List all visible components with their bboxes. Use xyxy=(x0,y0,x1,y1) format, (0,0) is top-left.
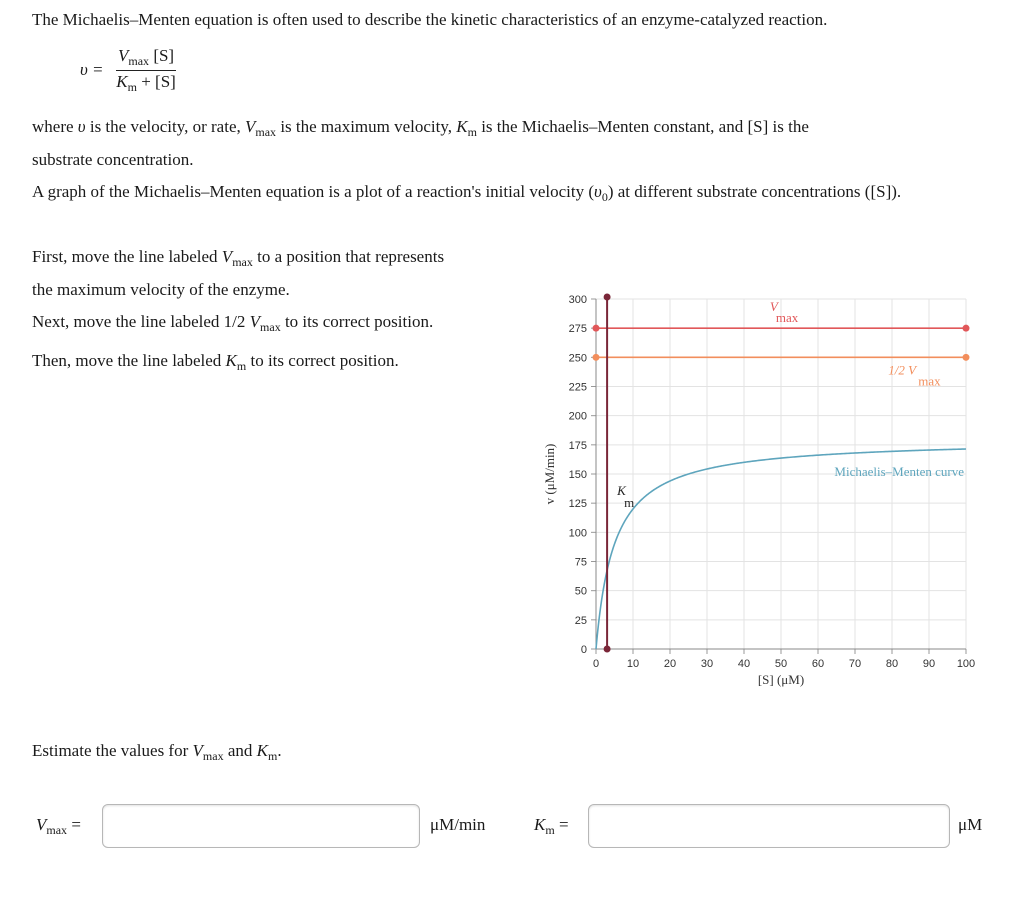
y-tick-label: 150 xyxy=(568,469,587,481)
equation-denominator: $K_m + [S]$ xyxy=(116,72,176,94)
x-tick-label: 10 xyxy=(626,658,640,670)
y-tick-label: 50 xyxy=(574,585,587,598)
x-tick-label: 70 xyxy=(848,658,862,670)
y-tick-label: 100 xyxy=(568,527,587,540)
x-tick-label: 100 xyxy=(956,658,976,670)
km-label-sub: m xyxy=(624,495,635,511)
vmax-handle-left[interactable] xyxy=(593,325,600,332)
x-tick-label: 80 xyxy=(885,658,899,670)
vmax-input[interactable] xyxy=(103,805,419,847)
x-tick-label: 60 xyxy=(811,658,825,670)
y-tick-label: 275 xyxy=(568,323,587,336)
curve-label: Michaelis–Menten curve xyxy=(834,464,964,479)
estimate-prompt: Estimate the values for $V_{max}$ and $K_m$. xyxy=(32,741,282,763)
x-tick-label: 0 xyxy=(592,658,600,670)
vmax-field[interactable] xyxy=(102,804,420,848)
km-input-label: $K_m$ = xyxy=(534,815,569,837)
equation-lhs xyxy=(80,60,104,80)
y-axis-label: v (μM/min) xyxy=(542,443,557,505)
x-tick-label: 90 xyxy=(922,658,936,670)
y-tick-label: 225 xyxy=(568,381,587,394)
half_vmax-handle-right[interactable] xyxy=(963,354,970,361)
y-tick-label: 250 xyxy=(568,352,587,365)
intro-line xyxy=(32,6,827,34)
half_vmax-label-sub: max xyxy=(918,373,941,389)
x-tick-label: 30 xyxy=(700,658,714,670)
y-tick-label: 0 xyxy=(580,644,587,656)
instruction-first: First, move the line labeled $V_{max}$ to a position that represents the maximum velocity of the enzyme. xyxy=(32,247,445,299)
km-handle-bottom[interactable] xyxy=(604,646,611,653)
y-tick-label: 25 xyxy=(574,614,587,627)
y-tick-label: 125 xyxy=(568,498,587,511)
equation-numerator: $V_{max}$ [S] xyxy=(116,46,176,71)
x-axis-label: [S] (μM) xyxy=(757,672,805,687)
instruction-next: Next, move the line labeled 1/2 $V_{max}$ to its correct position. xyxy=(32,312,434,334)
michaelis-menten-chart[interactable] xyxy=(530,285,990,700)
equation-v: υ = xyxy=(80,60,104,79)
km-field[interactable] xyxy=(588,804,950,848)
vmax-input-label: $V_{max}$ = xyxy=(36,815,81,837)
km-handle-top[interactable] xyxy=(604,294,611,301)
km-label: K xyxy=(617,483,626,499)
intro-text: The Michaelis–Menten equation is often used to describe the kinetic characteristics of an enzyme-catalyzed reaction. xyxy=(32,10,828,29)
vmax-label: V xyxy=(769,299,778,315)
graph-description: A graph of the Michaelis–Menten equation is a plot of a reaction's initial velocity $(\upsilon_0)$ at different substrate concentrations ([S]). xyxy=(32,182,902,204)
y-tick-label: 175 xyxy=(568,439,587,452)
where-paragraph: where υ is the velocity, or rate, $V_{max}$ is the maximum velocity, $K_m$ is the Michaelis–Menten constant, and [S] is the substrate concentration. xyxy=(32,117,809,169)
equation-fraction xyxy=(116,46,176,95)
vmax-unit: μM/min xyxy=(430,815,486,834)
km-unit: μM xyxy=(958,815,983,834)
x-tick-label: 20 xyxy=(663,658,677,670)
half_vmax-handle-left[interactable] xyxy=(593,354,600,361)
y-tick-label: 300 xyxy=(568,294,587,306)
vmax-label-sub: max xyxy=(775,310,799,326)
vmax-handle-right[interactable] xyxy=(963,325,970,332)
y-tick-label: 75 xyxy=(574,556,587,569)
instruction-then: Then, move the line labeled $K_m$ to its correct position. xyxy=(32,351,399,373)
km-input[interactable] xyxy=(589,805,949,847)
x-tick-label: 50 xyxy=(774,658,788,670)
y-tick-label: 200 xyxy=(568,410,587,423)
half_vmax-label: 1/2 V xyxy=(888,362,917,378)
x-tick-label: 40 xyxy=(737,658,751,670)
